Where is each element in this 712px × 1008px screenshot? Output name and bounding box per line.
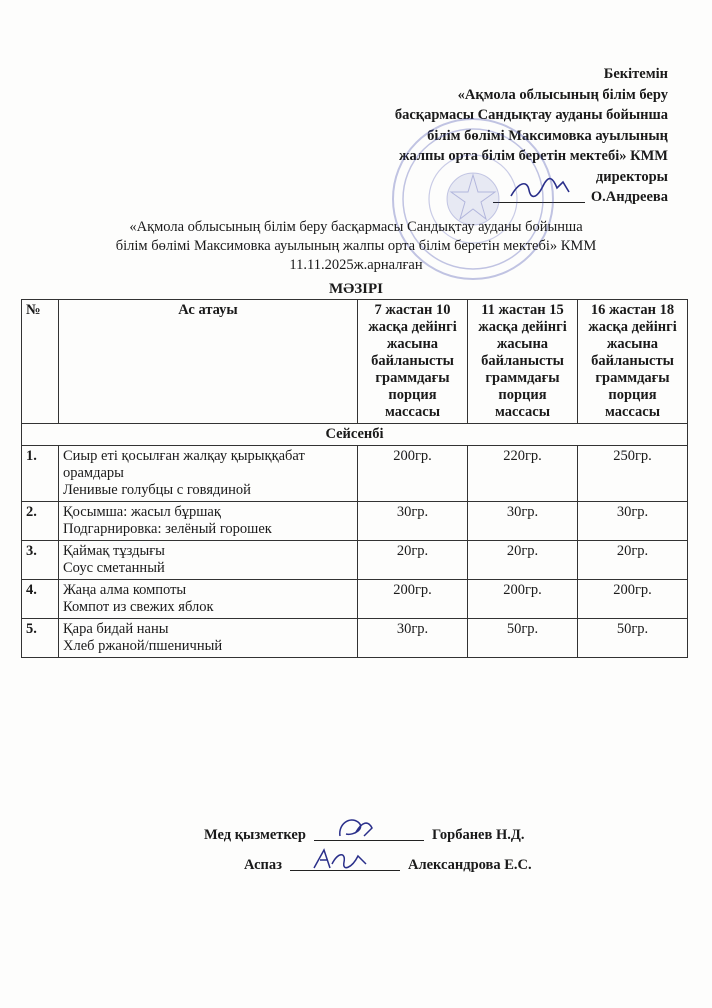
portion-16-18: 30гр. <box>578 502 688 541</box>
cook-signature-icon <box>310 844 370 874</box>
portion-11-15: 220гр. <box>468 446 578 502</box>
director-name: О.Андреева <box>590 189 668 205</box>
approval-line: жалпы орта білім беретін мектебі» КММ <box>399 148 668 164</box>
approval-line: басқармасы Сандықтау ауданы бойынша <box>394 107 668 123</box>
dish-name-ru: Подгарнировка: зелёный горошек <box>63 521 272 537</box>
dish-name-ru: Соус сметанный <box>63 560 165 576</box>
cook-name: Александрова Е.С. <box>407 857 532 873</box>
med-signature-icon <box>334 814 378 842</box>
dish-name-ru: Хлеб ржаной/пшеничный <box>63 638 223 654</box>
cook-signature-row <box>244 856 532 874</box>
table-row <box>22 502 688 541</box>
portion-11-15: 200гр. <box>468 580 578 619</box>
menu-table <box>21 299 688 658</box>
med-name: Горбанев Н.Д. <box>431 827 525 843</box>
dish-name <box>59 502 358 541</box>
table-row <box>22 580 688 619</box>
header-age-11-15: 11 жастан 15 жасқа дейінгі жасына байланысты граммдағы порция массасы <box>468 300 578 424</box>
dish-name-ru: Ленивые голубцы с говядиной <box>63 482 251 498</box>
row-num: 3. <box>22 541 59 580</box>
portion-16-18: 250гр. <box>578 446 688 502</box>
portion-7-10: 200гр. <box>358 580 468 619</box>
dish-name <box>59 541 358 580</box>
portion-16-18: 200гр. <box>578 580 688 619</box>
portion-7-10: 30гр. <box>358 619 468 658</box>
header-age-16-18: 16 жастан 18 жасқа дейінгі жасына байланысты граммдағы порция массасы <box>578 300 688 424</box>
dish-name-ru: Компот из свежих яблок <box>63 599 214 615</box>
dish-name <box>59 580 358 619</box>
med-label: Мед қызметкер <box>204 827 306 843</box>
page-title: МӘЗІРІ <box>329 281 383 297</box>
approval-line: «Ақмола облысының білім беру <box>457 86 668 103</box>
dish-name <box>59 619 358 658</box>
row-num: 5. <box>22 619 59 658</box>
portion-16-18: 50гр. <box>578 619 688 658</box>
row-num: 4. <box>22 580 59 619</box>
portion-11-15: 20гр. <box>468 541 578 580</box>
table-header-row <box>22 300 688 424</box>
dish-name-kz: Жаңа алма компоты <box>63 582 187 598</box>
table-row <box>22 541 688 580</box>
med-signature-line <box>314 826 424 841</box>
header-num: № <box>22 300 59 424</box>
cook-label: Аспаз <box>244 857 282 873</box>
portion-11-15: 30гр. <box>468 502 578 541</box>
menu-date: 11.11.2025ж.арналған <box>289 257 423 273</box>
row-num: 2. <box>22 502 59 541</box>
header-age-7-10: 7 жастан 10 жасқа дейінгі жасына байланысты граммдағы порция массасы <box>358 300 468 424</box>
portion-11-15: 50гр. <box>468 619 578 658</box>
dish-name <box>59 446 358 502</box>
dish-name-kz: Сиыр еті қосылған жалқау қырыққабат орамдары <box>63 448 305 481</box>
approval-line: Бекітемін <box>603 66 668 82</box>
portion-7-10: 30гр. <box>358 502 468 541</box>
portion-7-10: 200гр. <box>358 446 468 502</box>
cook-signature-line <box>290 856 400 871</box>
med-signature-row <box>204 826 524 844</box>
row-num: 1. <box>22 446 59 502</box>
dish-name-kz: Қосымша: жасыл бұршақ <box>63 504 221 520</box>
day-label: Сейсенбі <box>22 424 688 446</box>
dish-name-kz: Қаймақ тұздығы <box>63 543 165 559</box>
dish-name-kz: Қара бидай наны <box>63 621 169 637</box>
approval-line: директоры <box>595 168 668 185</box>
organization-header <box>0 218 712 275</box>
approval-line: білім бөлімі Максимовка ауылының <box>427 127 668 144</box>
org-line: білім бөлімі Максимовка ауылының жалпы орта білім беретін мектебі» КММ <box>115 238 597 254</box>
table-row <box>22 619 688 658</box>
org-line: «Ақмола облысының білім беру басқармасы Сандықтау ауданы бойынша <box>129 219 583 235</box>
header-name: Ас атауы <box>59 300 358 424</box>
day-row <box>22 424 688 446</box>
portion-16-18: 20гр. <box>578 541 688 580</box>
table-row <box>22 446 688 502</box>
portion-7-10: 20гр. <box>358 541 468 580</box>
